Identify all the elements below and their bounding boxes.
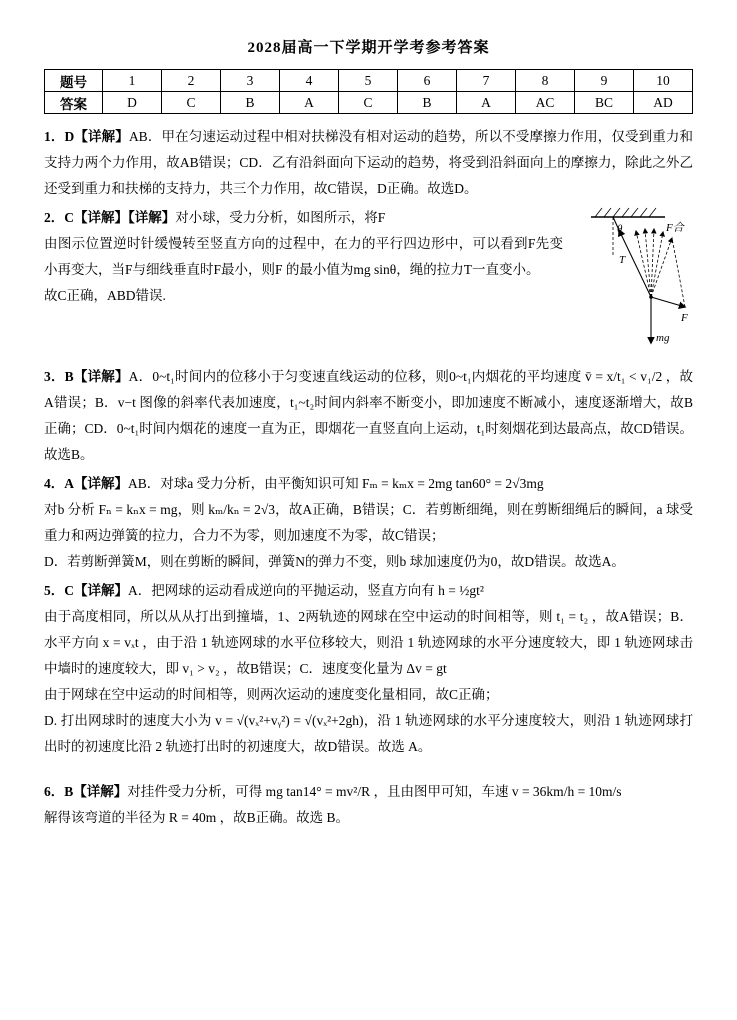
table-header-qnum: 题号: [45, 70, 103, 92]
solution-4-paragraph: 对b 分析 Fₙ = kₙx = mg，则 kₘ/kₙ = 2√3，故A正确，B错误；C．若剪断细绳，则在剪断细绳后的瞬间，a 球受重力和两边弹簧的拉力，合力不为零，则加速度不为零，故C错误；: [44, 502, 693, 543]
answer-cell: AD: [634, 92, 693, 114]
theta-label: θ: [617, 223, 623, 235]
solution-6-text: 对挂件受力分析，可得 mg tan14° = mv²/R ，且由图甲可知，车速 v = 36km/h = 10m/s: [127, 784, 622, 799]
applied-force-label: F: [681, 312, 688, 324]
solution-4: [44, 471, 693, 575]
solution-6: [44, 779, 693, 831]
table-row: [45, 70, 693, 92]
solution-2-lead: 2．C【详解】【详解】: [44, 210, 176, 225]
force-diagram: [573, 201, 693, 359]
solution-5-paragraph: [44, 578, 693, 604]
solution-6-lead: 6．B【详解】: [44, 784, 128, 799]
qnum-cell: 8: [516, 70, 575, 92]
force-fan-dashed-arrows: [636, 229, 685, 307]
applied-force-arrow: [651, 297, 685, 307]
solution-5-text: A．把网球的运动看成逆向的平抛运动，竖直方向有 h = ½gt²: [128, 583, 484, 598]
solution-5-paragraph: 由于网球在空中运动的时间相等，则两次运动的速度变化量相同，故C正确；: [44, 687, 499, 702]
answer-cell: A: [280, 92, 339, 114]
answer-cell: C: [162, 92, 221, 114]
qnum-cell: 9: [575, 70, 634, 92]
solution-1-lead: 1．D【详解】: [44, 129, 129, 144]
solution-6-paragraph: 解得该弯道的半径为 R = 40m ，故B正确。故选 B。: [44, 810, 350, 825]
solution-3-lead: 3．B【详解】: [44, 369, 129, 384]
solution-4-paragraph: [44, 471, 693, 497]
answer-cell: B: [221, 92, 280, 114]
page-title: 2028届高一下学期开学考参考答案: [247, 40, 490, 56]
table-row: [45, 92, 693, 114]
answer-cell: AC: [516, 92, 575, 114]
spacer: [44, 763, 693, 779]
qnum-cell: 4: [280, 70, 339, 92]
ceiling: [591, 208, 665, 217]
qnum-cell: 6: [398, 70, 457, 92]
solution-2-paragraph: 故C正确，ABD错误.: [44, 288, 166, 303]
solution-3-text: A．0~t₁时间内的位移小于匀变速直线运动的位移，则0~t₁内烟花的平均速度 v̄ = x/t₁ < v₁/2 ，故A错误；B．v−t 图像的斜率代表加速度，t₁~t₂时间内斜率不断变小，即加速度不断减小，速度逐渐增大，故B正确；CD．0~t₁时间内烟花的速度一直为正，即烟花一直竖直向上运动，t₁时刻烟花到达最高点，故CD错误。故选B。: [44, 369, 693, 462]
solution-5: [44, 578, 693, 760]
solution-1-text: AB．甲在匀速运动过程中相对扶梯没有相对运动的趋势，所以不受摩擦力作用，仅受到重力和支持力两个力作用，故AB错误；CD．乙有沿斜面向下运动的趋势，将受到沿斜面向上的摩擦力，除此之外乙还受到重力和扶梯的支持力，共三个力作用，故C错误，D正确。故选D。: [44, 129, 693, 196]
solution-6-paragraph: [44, 779, 693, 805]
answer-cell: B: [398, 92, 457, 114]
qnum-cell: 1: [103, 70, 162, 92]
solution-4-paragraph: D．若剪断弹簧M，则在剪断的瞬间，弹簧N的弹力不变，则b 球加速度仍为0，故D错误。故选A。: [44, 554, 625, 569]
force-diagram-svg: [573, 201, 693, 359]
answer-cell: A: [457, 92, 516, 114]
answer-cell: D: [103, 92, 162, 114]
solution-5-paragraph: 由于高度相同，所以从从打出到撞墙，1、2两轨迹的网球在空中运动的时间相等，则 t₁ = t₂ ，故A错误；B．水平方向 x = vₓt ，由于沿 1 轨迹网球的水平位移较大，则沿 1 轨迹网球的水平分速度较大，即 1 轨迹网球击中墙时的速度较大，即 v₁ > v₂ ，故B错误；C．速度变化量为 Δv = gt: [44, 609, 693, 676]
solution-2-text: 对小球，受力分析，如图所示，将F: [175, 210, 386, 225]
qnum-cell: 3: [221, 70, 280, 92]
solution-2: [44, 205, 693, 361]
resultant-force-label: F合: [666, 222, 684, 234]
solution-3: [44, 364, 693, 468]
solution-5-lead: 5．C【详解】: [44, 583, 128, 598]
answer-cell: BC: [575, 92, 634, 114]
solution-4-text: AB．对球a 受力分析，由平衡知识可知 Fₘ = kₘx = 2mg tan60° = 2√3mg: [128, 476, 544, 491]
qnum-cell: 7: [457, 70, 516, 92]
weight-label: mg: [656, 332, 670, 344]
qnum-cell: 2: [162, 70, 221, 92]
answer-cell: C: [339, 92, 398, 114]
qnum-cell: 10: [634, 70, 693, 92]
solution-2-paragraph: 由图示位置逆时针缓慢转至竖直方向的过程中，在力的平行四边形中，可以看到F先变小再变大，当F与细线垂直时F最小，则F 的最小值为mg sinθ，绳的拉力T一直变小。: [44, 236, 563, 277]
answer-table: [44, 69, 693, 114]
solution-4-lead: 4．A【详解】: [44, 476, 128, 491]
solution-5-paragraph: D. 打出网球时的速度大小为 v = √(vₓ²+vᵧ²) = √(vₓ²+2gh)，沿 1 轨迹网球的水平分速度较大，则沿 1 轨迹网球打出时的初速度比沿 2 轨迹打出时的初速度大，故D错误。故选 A。: [44, 713, 693, 754]
qnum-cell: 5: [339, 70, 398, 92]
solution-1: [44, 124, 693, 202]
table-header-answer: 答案: [45, 92, 103, 114]
tension-label: T: [619, 254, 626, 266]
